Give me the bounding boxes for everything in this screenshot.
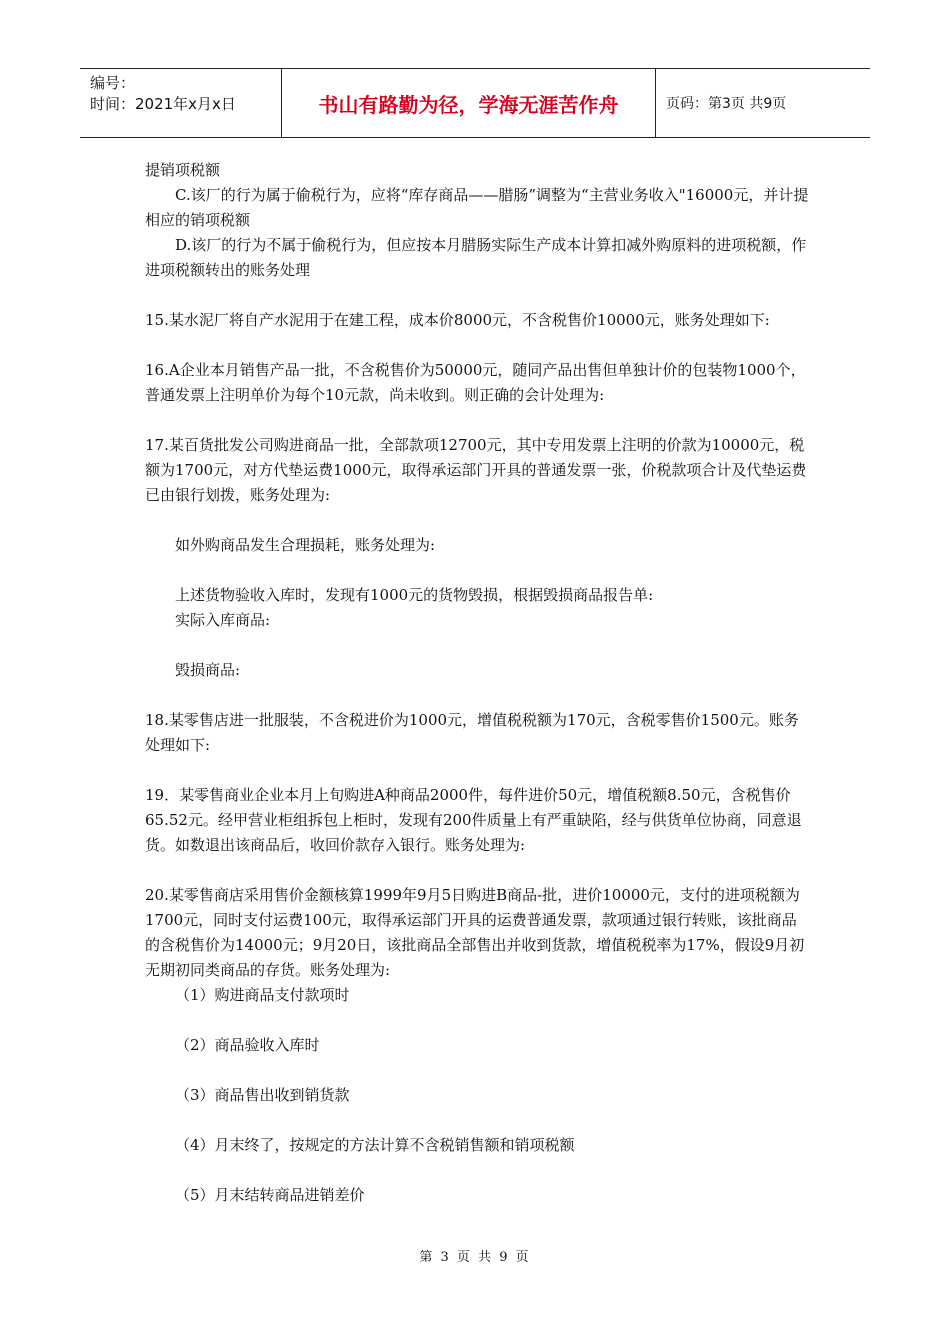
header-motto: 书山有路勤为径，学海无涯苦作舟 [282,69,656,137]
question-15: 15.某水泥厂将自产水泥用于在建工程，成本价8000元，不含税售价10000元，账务处理如下: [145,311,770,329]
page-footer: 第 3 页 共 9 页 [419,1250,531,1265]
question-18: 18.某零售店进一批服装，不含税进价为1000元，增值税税额为170元，含税零售价1500元。账务处理如下: [145,711,799,754]
header-meta [80,69,282,137]
question-17-sub-c: 实际入库商品: [175,611,271,629]
question-19: 19．某零售商业企业本月上旬购进A种商品2000件，每件进价50元，增值税额8.50元，含税售价65.52元。经甲营业柜组拆包上柜时，发现有200件质量上有严重缺陷，经与供货单位协商，同意退货。如数退出该商品后，收回价款存入银行。账务处理为: [145,786,802,854]
question-20-step-5: （5）月末结转商品进销差价 [175,1186,365,1204]
doc-time-label: 时间：2021年x月x日 [90,95,236,113]
question-20-step-2: （2）商品验收入库时 [175,1036,320,1054]
doc-number-label: 编号： [90,74,136,92]
question-16: 16.A企业本月销售产品一批，不含税售价为50000元，随同产品出售但单独计价的包装物1000个，普通发票上注明单价为每个10元款，尚未收到。则正确的会计处理为: [145,361,806,404]
page-header [80,68,870,138]
paragraph: 提销项税额 [145,161,221,179]
header-page-info: 页码：第3页 共9页 [666,96,787,112]
question-17-sub-b: 上述货物验收入库时，发现有1000元的货物毁损，根据毁损商品报告单: [175,586,654,604]
question-17-sub-a: 如外购商品发生合理损耗，账务处理为: [175,536,436,554]
option-c: C.该厂的行为属于偷税行为，应将“库存商品——腊肠”调整为“主营业务收入"16000元，并计提相应的销项税额 [145,186,809,229]
question-20-step-1: （1）购进商品支付款项时 [175,986,350,1004]
question-17-sub-d: 毁损商品: [175,661,241,679]
document-body [145,158,810,1208]
question-20-step-4: （4）月末终了，按规定的方法计算不含税销售额和销项税额 [175,1136,575,1154]
question-20-step-3: （3）商品售出收到销货款 [175,1086,350,1104]
question-20: 20.某零售商店采用售价金额核算1999年9月5日购进B商品-批，进价10000元，支付的进项税额为1700元，同时支付运费100元，取得承运部门开具的运费普通发票，款项通过银行转账，该批商品的含税售价为14000元；9月20日，该批商品全部售出并收到货款，增值税税率为17%，假设9月初无期初同类商品的存货。账务处理为: [145,886,805,979]
option-d: D.该厂的行为不属于偷税行为，但应按本月腊肠实际生产成本计算扣减外购原料的进项税额，作进项税额转出的账务处理 [145,236,807,279]
question-17: 17.某百货批发公司购进商品一批，全部款项12700元，其中专用发票上注明的价款为10000元，税额为1700元，对方代垫运费1000元，取得承运部门开具的普通发票一张，价税款项合计及代垫运费已由银行划拨，账务处理为: [145,436,807,504]
